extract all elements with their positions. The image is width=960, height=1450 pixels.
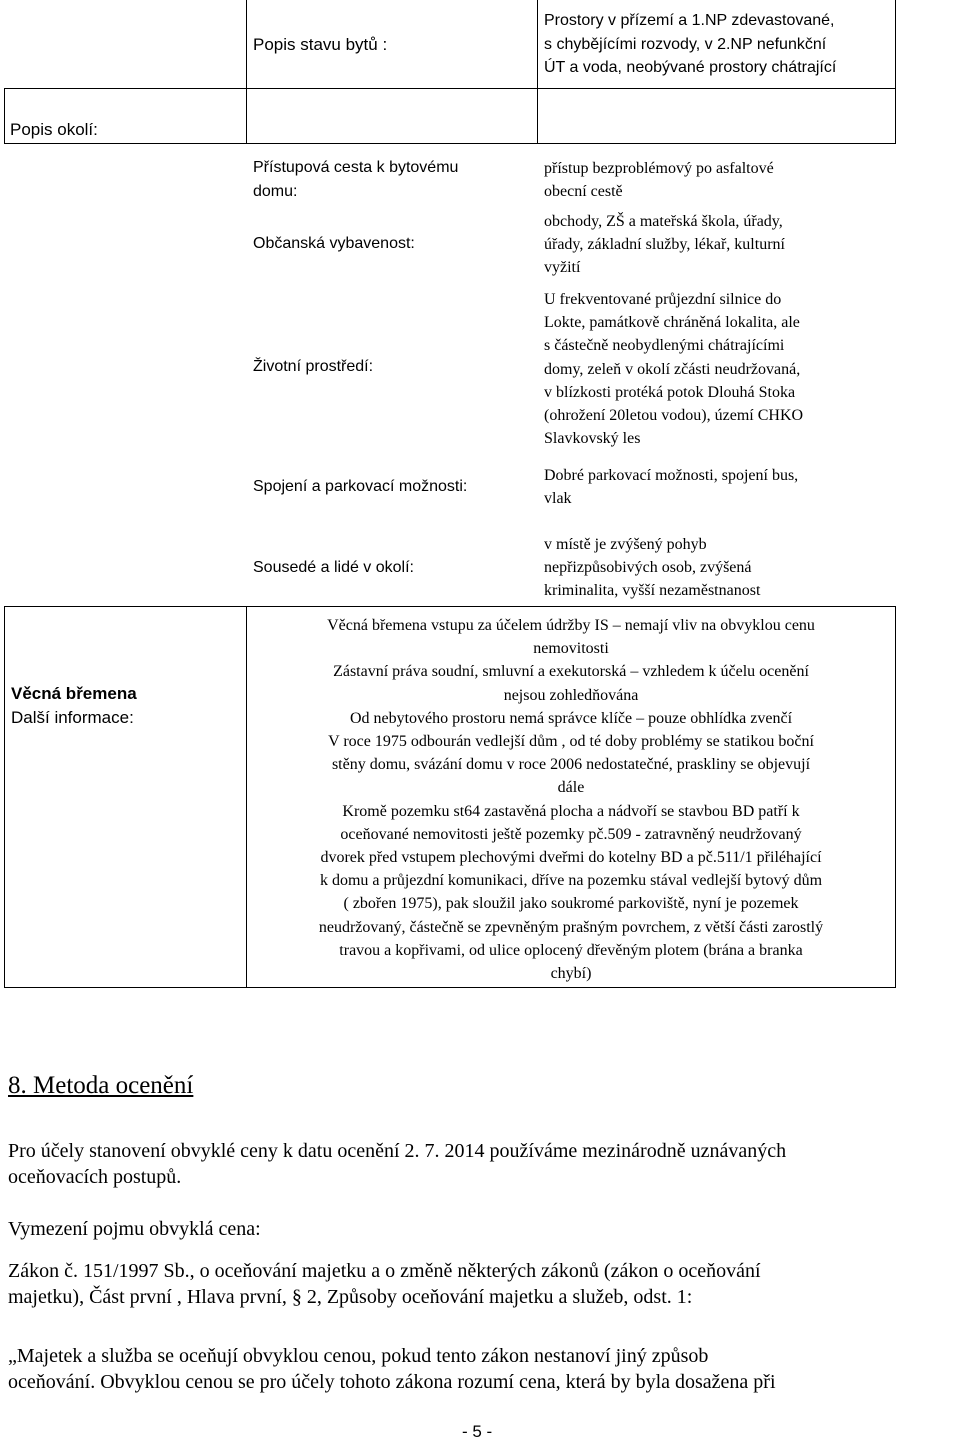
grid-line [4, 606, 5, 988]
paragraph-1-line: Pro účely stanovení obvyklé ceny k datu ocenění 2. 7. 2014 používáme mezinárodně uznávaných [8, 1140, 787, 1162]
grid-line [4, 143, 896, 144]
paragraph-4-line: oceňování. Obvyklou cenou se pro účely tohoto zákona rozumí cena, která by byla dosažena při [8, 1371, 776, 1393]
prostredi-value-line: (ohrožení 20letou vodou), území CHKO [544, 407, 804, 425]
bremena-text-line: chybí) [550, 965, 592, 983]
bremena-text-line: dvorek před vstupem plechovými dveřmi do kotelny BD a pč.511/1 přiléhající [320, 849, 822, 867]
dalsi-informace-label: Další informace: [11, 708, 134, 727]
pristup-value-line: přístup bezproblémový po asfaltové [544, 160, 774, 177]
grid-line [4, 88, 5, 143]
stav-bytu-value [544, 9, 836, 80]
bremena-text-line: oceňované nemovitosti ještě pozemky pč.509 - zatravněný neudržovaný [340, 825, 802, 843]
spojeni-value-line: vlak [544, 490, 572, 508]
bremena-text [247, 614, 895, 985]
vybavenost-value-line: vyžití [544, 259, 581, 277]
spojeni-label: Spojení a parkovací možnosti: [253, 478, 468, 495]
stav-bytu-label: Popis stavu bytů : [253, 35, 388, 54]
grid-line [4, 987, 896, 988]
bremena-text-line: Kromě pozemku st64 zastavěná plocha a nádvoří se stavbou BD patří k [342, 802, 800, 820]
grid-line [895, 606, 896, 988]
grid-line [246, 0, 247, 143]
paragraph-3-line: majetku), Část první , Hlava první, § 2, Způsoby oceňování majetku a služeb, odst. 1: [8, 1286, 693, 1308]
prostredi-label: Životní prostředí: [253, 358, 374, 375]
page-number: - 5 - [462, 1422, 493, 1441]
prostredi-value-line: domy, zeleň v okolí zčásti neudržovaná, [544, 360, 801, 378]
stav-bytu-line: Prostory v přízemí a 1.NP zdevastované, [544, 12, 835, 29]
prostredi-value-line: U frekventované průjezdní silnice do [544, 291, 782, 308]
bremena-label: Věcná břemena [11, 684, 137, 703]
bremena-text-line: neudržovaný, částečně se zpevněným prašným povrchem, z větší části zarostlý [318, 918, 824, 936]
bremena-text-line: travou a kopřivami, od ulice oplocený dřevěným plotem (brána a branka [339, 941, 803, 959]
section-heading: 8. Metoda ocenění [8, 1072, 194, 1099]
prostredi-value-line: Slavkovský les [544, 430, 641, 448]
paragraph-3-line: Zákon č. 151/1997 Sb., o oceňování majetku a o změně některých zákonů (zákon o oceňování [8, 1260, 761, 1282]
paragraph-4 [8, 1343, 776, 1395]
prostredi-value-line: Lokte, památkově chráněná lokalita, ale [544, 314, 800, 332]
sousede-value-line: v místě je zvýšený pohyb [544, 536, 707, 553]
bremena-text-line: nemovitosti [533, 640, 609, 658]
bremena-text-line: Zástavní práva soudní, smluvní a exekutorská – vzhledem k účelu ocenění [333, 663, 809, 681]
prostredi-value [544, 288, 803, 450]
vybavenost-label: Občanská vybavenost: [253, 235, 415, 252]
bremena-text-line: dále [557, 779, 585, 797]
paragraph-3 [8, 1258, 761, 1310]
prostredi-value-line: s částečně neobydlenými chátrajícími [544, 337, 785, 355]
paragraph-1 [8, 1138, 786, 1190]
spojeni-value [544, 464, 798, 510]
popis-okoli-label: Popis okolí: [10, 120, 98, 139]
sousede-label: Sousedé a lidé v okolí: [253, 559, 414, 576]
pristup-value-line: obecní cestě [544, 183, 623, 201]
pristup-value [544, 157, 774, 203]
grid-line [4, 88, 247, 89]
grid-line [246, 88, 896, 89]
bremena-text-line: Od nebytového prostoru nemá správce klíče – pouze obhlídka zvenčí [349, 709, 793, 727]
bremena-text-line: nejsou zohledňována [503, 686, 639, 704]
grid-line [537, 0, 538, 143]
bremena-text-line: stěny domu, svázání domu v roce 2006 nedostatečné, praskliny se objevují [331, 756, 811, 774]
pristup-label-line: Přístupová cesta k bytovému [253, 159, 459, 176]
sousede-value-line: kriminalita, vyšší nezaměstnanost [544, 582, 761, 600]
bremena-text-line: k domu a průjezdní komunikaci, dříve na pozemku stával vedlejší bytový dům [319, 872, 823, 890]
grid-line [895, 0, 896, 143]
vybavenost-value [544, 210, 785, 280]
bremena-text-line: ( zbořen 1975), pak sloužil jako soukromé parkoviště, nyní je pozemek [343, 895, 799, 913]
vybavenost-value-line: obchody, ZŠ a mateřská škola, úřady, [544, 213, 783, 230]
stav-bytu-line: ÚT a voda, neobývané prostory chátrající [544, 59, 837, 76]
bremena-text-line: Věcná břemena vstupu za účelem údržby IS – nemají vliv na obvyklou cenu [327, 617, 815, 634]
grid-line [4, 606, 896, 607]
sousede-value [544, 533, 760, 603]
paragraph-1-line: oceňovacích postupů. [8, 1166, 182, 1188]
vybavenost-value-line: úřady, základní služby, lékař, kulturní [544, 236, 785, 254]
bremena-text-line: V roce 1975 odbourán vedlejší dům , od té doby problémy se statikou boční [328, 733, 814, 751]
spojeni-value-line: Dobré parkovací možnosti, spojení bus, [544, 467, 799, 484]
sousede-value-line: nepřizpůsobivých osob, zvýšená [544, 559, 752, 577]
pristup-label-line: domu: [253, 183, 298, 200]
stav-bytu-line: s chybějícími rozvody, v 2.NP nefunkční [544, 35, 827, 53]
prostredi-value-line: v blízkosti protéká potok Dlouhá Stoka [544, 383, 796, 401]
paragraph-4-line: „Majetek a služba se oceňují obvyklou cenou, pokud tento zákon nestanoví jiný způsob [8, 1345, 709, 1367]
paragraph-2: Vymezení pojmu obvyklá cena: [8, 1218, 261, 1240]
pristup-label [253, 156, 458, 204]
